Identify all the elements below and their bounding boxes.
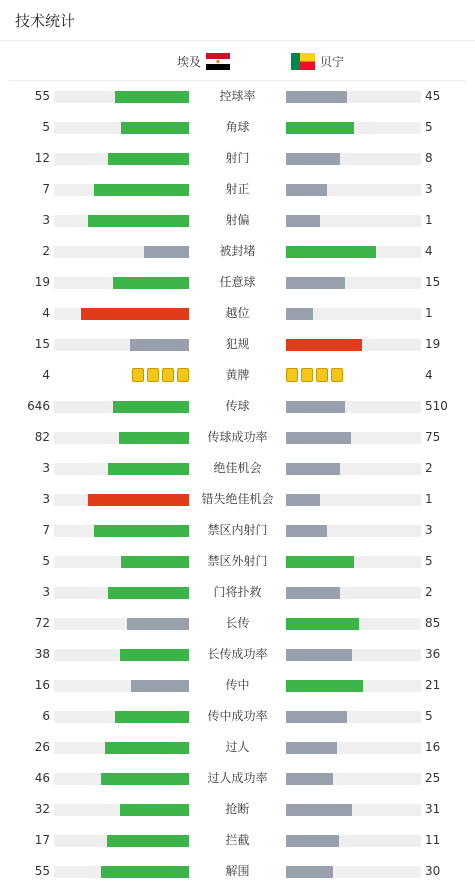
stat-label: 犯规 bbox=[225, 337, 250, 351]
yellow-card-icon bbox=[286, 368, 298, 382]
home-bar-track bbox=[54, 680, 189, 692]
away-bar-track bbox=[286, 835, 421, 847]
stat-row bbox=[0, 329, 475, 360]
away-yellow-cards bbox=[286, 368, 343, 382]
stat-label: 越位 bbox=[225, 306, 250, 320]
away-value: 5 bbox=[425, 120, 433, 134]
home-bar-track bbox=[54, 618, 189, 630]
home-bar bbox=[108, 153, 189, 165]
home-value: 55 bbox=[34, 864, 50, 878]
home-bar bbox=[108, 463, 189, 475]
away-value: 45 bbox=[425, 89, 441, 103]
stat-row bbox=[0, 577, 475, 608]
away-bar-track bbox=[286, 153, 421, 165]
home-bar-track bbox=[54, 184, 189, 196]
away-bar bbox=[286, 153, 340, 165]
home-bar-track bbox=[54, 773, 189, 785]
away-bar bbox=[286, 122, 354, 134]
home-value: 15 bbox=[34, 337, 50, 351]
stat-label: 角球 bbox=[225, 120, 250, 134]
stat-row bbox=[0, 825, 475, 856]
stat-label: 抢断 bbox=[225, 802, 250, 816]
away-bar bbox=[286, 866, 333, 878]
stat-label: 射门 bbox=[225, 151, 250, 165]
away-bar bbox=[286, 649, 352, 661]
home-bar bbox=[101, 773, 189, 785]
home-bar bbox=[81, 308, 189, 320]
stat-row bbox=[0, 174, 475, 205]
away-bar bbox=[286, 401, 345, 413]
yellow-card-icon bbox=[331, 368, 343, 382]
away-bar-track bbox=[286, 587, 421, 599]
home-bar bbox=[113, 401, 189, 413]
away-value: 19 bbox=[425, 337, 441, 351]
home-bar bbox=[113, 277, 189, 289]
away-value: 1 bbox=[425, 213, 433, 227]
stat-label: 长传 bbox=[225, 616, 250, 630]
home-bar-track bbox=[54, 866, 189, 878]
home-bar-track bbox=[54, 463, 189, 475]
away-bar bbox=[286, 587, 340, 599]
home-value: 5 bbox=[42, 120, 50, 134]
away-value: 3 bbox=[425, 182, 433, 196]
stat-row bbox=[0, 112, 475, 143]
home-bar bbox=[88, 494, 189, 506]
away-bar-track bbox=[286, 680, 421, 692]
away-bar-track bbox=[286, 215, 421, 227]
home-bar-track bbox=[54, 587, 189, 599]
away-value: 16 bbox=[425, 740, 441, 754]
away-value: 5 bbox=[425, 554, 433, 568]
home-bar bbox=[120, 649, 189, 661]
stat-row bbox=[0, 608, 475, 639]
home-bar bbox=[131, 680, 189, 692]
home-value: 5 bbox=[42, 554, 50, 568]
away-value: 2 bbox=[425, 585, 433, 599]
away-bar-track bbox=[286, 401, 421, 413]
home-team-name: 埃及 bbox=[176, 54, 201, 69]
away-value: 11 bbox=[425, 833, 441, 847]
away-value: 3 bbox=[425, 523, 433, 537]
home-value: 12 bbox=[34, 151, 50, 165]
home-value: 46 bbox=[34, 771, 50, 785]
stat-label: 禁区外射门 bbox=[207, 554, 268, 568]
page-title: 技术统计 bbox=[15, 11, 76, 30]
stat-row bbox=[0, 732, 475, 763]
away-bar bbox=[286, 494, 320, 506]
home-value: 38 bbox=[34, 647, 50, 661]
team-header bbox=[9, 41, 466, 81]
home-bar bbox=[94, 184, 189, 196]
stat-label: 射偏 bbox=[225, 213, 250, 227]
stat-row bbox=[0, 81, 475, 112]
stat-label: 长传成功率 bbox=[207, 647, 268, 661]
stat-label: 任意球 bbox=[219, 275, 256, 289]
home-value: 3 bbox=[42, 492, 50, 506]
benin-flag-icon bbox=[291, 53, 315, 70]
home-value: 16 bbox=[34, 678, 50, 692]
home-bar bbox=[120, 804, 189, 816]
away-bar-track bbox=[286, 432, 421, 444]
stat-row bbox=[0, 670, 475, 701]
home-bar bbox=[121, 556, 189, 568]
away-bar-track bbox=[286, 122, 421, 134]
home-bar-track bbox=[54, 122, 189, 134]
home-bar-track bbox=[54, 153, 189, 165]
away-bar bbox=[286, 556, 354, 568]
away-bar bbox=[286, 277, 345, 289]
stat-row bbox=[0, 236, 475, 267]
home-bar-track bbox=[54, 432, 189, 444]
away-team bbox=[291, 41, 344, 81]
home-bar bbox=[115, 711, 189, 723]
stat-label: 过人成功率 bbox=[207, 771, 268, 785]
home-value: 82 bbox=[34, 430, 50, 444]
home-value: 3 bbox=[42, 213, 50, 227]
away-bar bbox=[286, 215, 320, 227]
away-bar bbox=[286, 680, 363, 692]
away-bar-track bbox=[286, 277, 421, 289]
home-value: 72 bbox=[34, 616, 50, 630]
away-bar bbox=[286, 835, 339, 847]
away-value: 5 bbox=[425, 709, 433, 723]
away-bar-track bbox=[286, 742, 421, 754]
away-value: 15 bbox=[425, 275, 441, 289]
stat-label: 传中 bbox=[225, 678, 250, 692]
away-bar bbox=[286, 463, 340, 475]
home-value: 2 bbox=[42, 244, 50, 258]
away-bar bbox=[286, 184, 327, 196]
home-value: 17 bbox=[34, 833, 50, 847]
home-bar bbox=[94, 525, 189, 537]
home-bar bbox=[105, 742, 189, 754]
home-value: 3 bbox=[42, 461, 50, 475]
away-bar-track bbox=[286, 773, 421, 785]
home-yellow-cards bbox=[132, 368, 189, 382]
stats-list bbox=[0, 81, 475, 887]
stat-row bbox=[0, 267, 475, 298]
stat-row bbox=[0, 515, 475, 546]
home-value: 4 bbox=[42, 368, 50, 382]
stat-label: 射正 bbox=[225, 182, 250, 196]
home-value: 646 bbox=[27, 399, 50, 413]
home-bar-track bbox=[54, 339, 189, 351]
stat-row bbox=[0, 639, 475, 670]
home-bar-track bbox=[54, 556, 189, 568]
yellow-card-icon bbox=[316, 368, 328, 382]
away-bar-track bbox=[286, 463, 421, 475]
home-bar-track bbox=[54, 91, 189, 103]
away-bar bbox=[286, 804, 352, 816]
yellow-card-icon bbox=[177, 368, 189, 382]
egypt-flag-icon bbox=[206, 53, 230, 70]
home-bar-track bbox=[54, 711, 189, 723]
away-bar-track bbox=[286, 711, 421, 723]
away-value: 75 bbox=[425, 430, 441, 444]
stat-row bbox=[0, 794, 475, 825]
stat-label: 拦截 bbox=[225, 833, 250, 847]
home-bar bbox=[121, 122, 189, 134]
home-bar-track bbox=[54, 277, 189, 289]
away-bar-track bbox=[286, 556, 421, 568]
home-bar bbox=[107, 835, 189, 847]
stat-row bbox=[0, 856, 475, 887]
stat-row bbox=[0, 763, 475, 794]
away-value: 30 bbox=[425, 864, 441, 878]
home-bar-track bbox=[54, 804, 189, 816]
home-value: 32 bbox=[34, 802, 50, 816]
away-bar-track bbox=[286, 618, 421, 630]
yellow-card-icon bbox=[301, 368, 313, 382]
away-bar-track bbox=[286, 184, 421, 196]
stat-row bbox=[0, 453, 475, 484]
stat-label: 传球成功率 bbox=[207, 430, 268, 444]
stat-label: 过人 bbox=[225, 740, 250, 754]
away-bar bbox=[286, 742, 337, 754]
stat-label: 错失绝佳机会 bbox=[201, 492, 274, 506]
away-bar-track bbox=[286, 91, 421, 103]
away-bar bbox=[286, 711, 347, 723]
stat-row bbox=[0, 205, 475, 236]
home-bar bbox=[108, 587, 189, 599]
stat-row bbox=[0, 360, 475, 391]
away-value: 36 bbox=[425, 647, 441, 661]
home-bar bbox=[88, 215, 189, 227]
away-bar-track bbox=[286, 866, 421, 878]
stat-row bbox=[0, 422, 475, 453]
home-bar-track bbox=[54, 525, 189, 537]
stat-row bbox=[0, 546, 475, 577]
away-value: 2 bbox=[425, 461, 433, 475]
away-value: 4 bbox=[425, 368, 433, 382]
home-value: 6 bbox=[42, 709, 50, 723]
away-value: 4 bbox=[425, 244, 433, 258]
away-value: 1 bbox=[425, 492, 433, 506]
away-bar bbox=[286, 525, 327, 537]
away-bar bbox=[286, 432, 351, 444]
away-bar bbox=[286, 91, 347, 103]
home-value: 4 bbox=[42, 306, 50, 320]
away-bar bbox=[286, 618, 359, 630]
away-value: 85 bbox=[425, 616, 441, 630]
yellow-card-icon bbox=[162, 368, 174, 382]
stat-label: 传中成功率 bbox=[207, 709, 268, 723]
away-bar-track bbox=[286, 494, 421, 506]
away-value: 8 bbox=[425, 151, 433, 165]
home-bar bbox=[144, 246, 189, 258]
stat-label: 黄牌 bbox=[225, 368, 250, 382]
home-bar-track bbox=[54, 835, 189, 847]
stat-row bbox=[0, 143, 475, 174]
away-bar-track bbox=[286, 339, 421, 351]
home-value: 26 bbox=[34, 740, 50, 754]
home-bar bbox=[127, 618, 189, 630]
away-value: 25 bbox=[425, 771, 441, 785]
home-bar-track bbox=[54, 246, 189, 258]
home-bar bbox=[130, 339, 189, 351]
home-value: 55 bbox=[34, 89, 50, 103]
home-bar-track bbox=[54, 649, 189, 661]
away-bar-track bbox=[286, 308, 421, 320]
stat-row bbox=[0, 701, 475, 732]
away-value: 31 bbox=[425, 802, 441, 816]
stat-row bbox=[0, 484, 475, 515]
away-value: 1 bbox=[425, 306, 433, 320]
stat-row bbox=[0, 298, 475, 329]
away-bar-track bbox=[286, 525, 421, 537]
away-value: 510 bbox=[425, 399, 448, 413]
away-bar bbox=[286, 308, 313, 320]
home-bar bbox=[101, 866, 189, 878]
away-team-name: 贝宁 bbox=[320, 54, 345, 69]
home-bar-track bbox=[54, 308, 189, 320]
away-bar bbox=[286, 246, 376, 258]
home-value: 19 bbox=[34, 275, 50, 289]
home-bar bbox=[119, 432, 189, 444]
away-bar-track bbox=[286, 649, 421, 661]
stat-label: 控球率 bbox=[219, 89, 256, 103]
home-bar-track bbox=[54, 401, 189, 413]
stat-label: 绝佳机会 bbox=[213, 461, 262, 475]
stat-label: 禁区内射门 bbox=[207, 523, 268, 537]
stat-label: 传球 bbox=[225, 399, 250, 413]
stat-label: 门将扑救 bbox=[213, 585, 262, 599]
home-bar-track bbox=[54, 215, 189, 227]
away-value: 21 bbox=[425, 678, 441, 692]
home-bar-track bbox=[54, 494, 189, 506]
stat-label: 解围 bbox=[225, 864, 250, 878]
stat-row bbox=[0, 391, 475, 422]
home-value: 7 bbox=[42, 523, 50, 537]
home-bar-track bbox=[54, 742, 189, 754]
home-value: 7 bbox=[42, 182, 50, 196]
page-header bbox=[0, 0, 475, 41]
yellow-card-icon bbox=[147, 368, 159, 382]
away-bar-track bbox=[286, 804, 421, 816]
home-value: 3 bbox=[42, 585, 50, 599]
away-bar bbox=[286, 339, 362, 351]
home-bar bbox=[115, 91, 189, 103]
yellow-card-icon bbox=[132, 368, 144, 382]
away-bar-track bbox=[286, 246, 421, 258]
away-bar bbox=[286, 773, 333, 785]
home-team bbox=[177, 41, 230, 81]
stat-label: 被封堵 bbox=[219, 244, 256, 258]
